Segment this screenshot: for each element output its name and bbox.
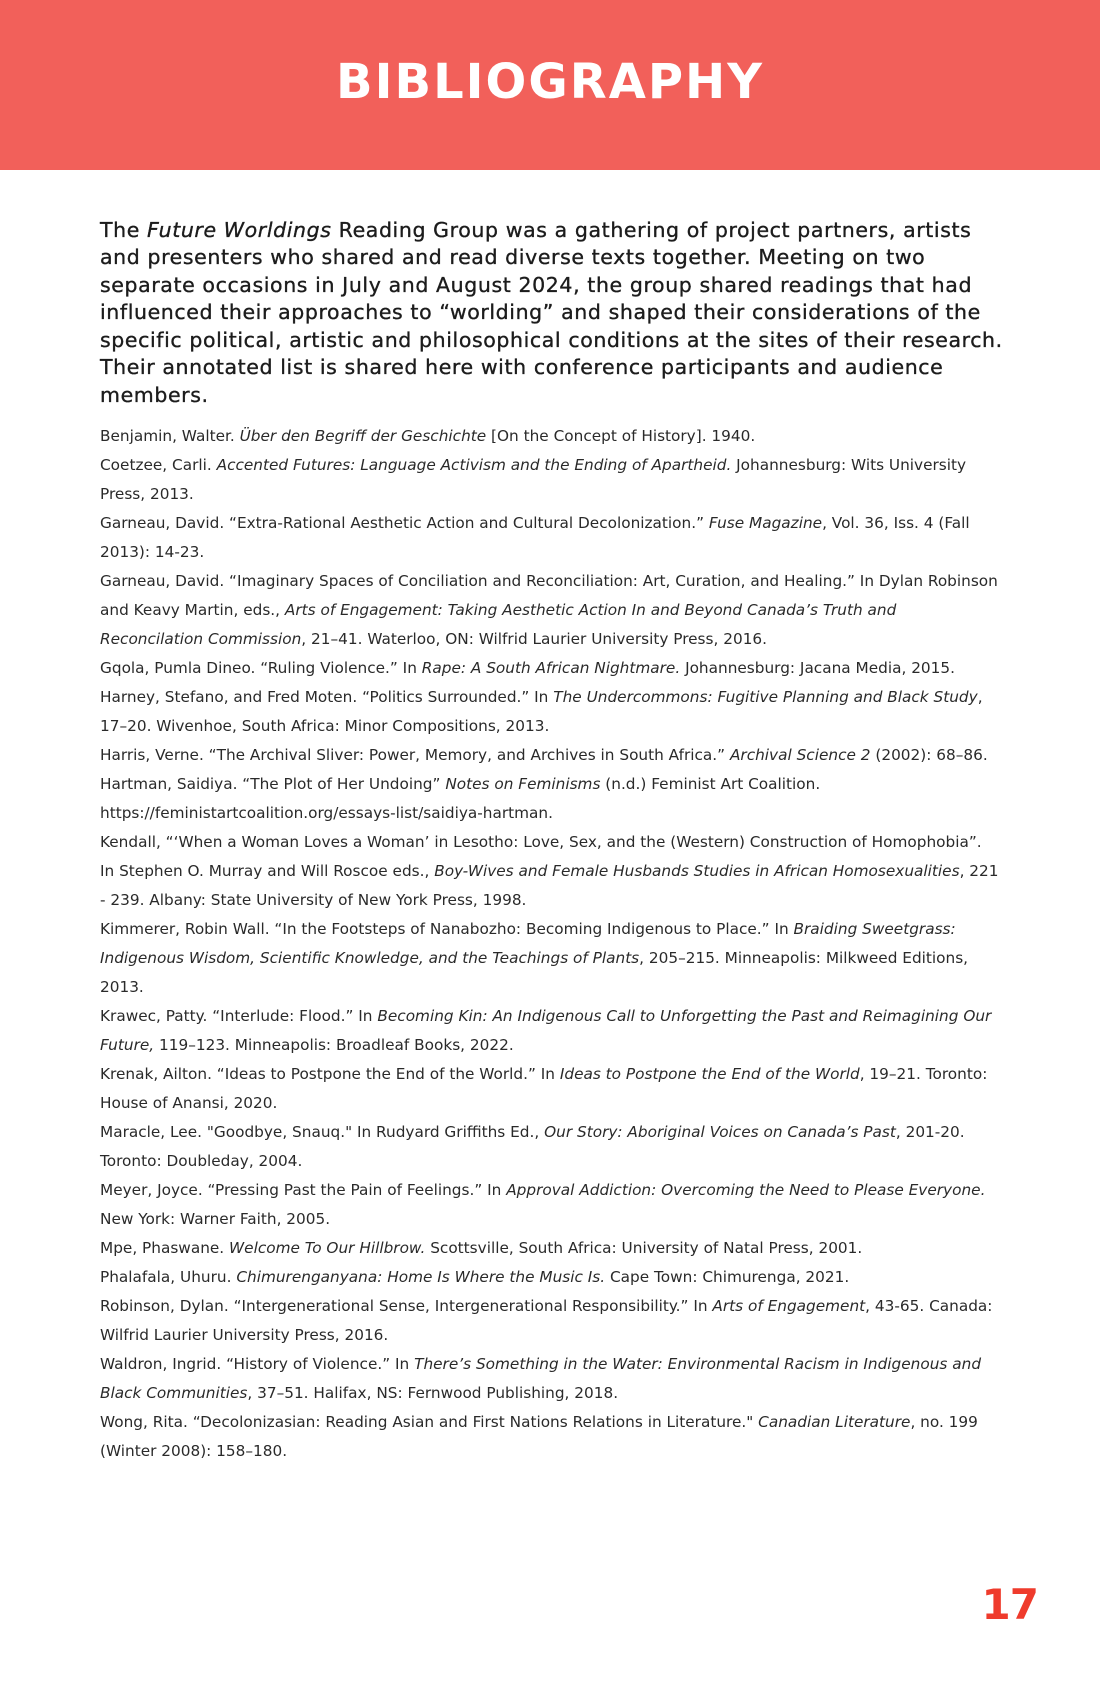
entry-details: (n.d.) Feminist Art Coalition. https://feministartcoalition.org/essays-list/saidiya-hartman.	[100, 775, 821, 822]
entry-title: Über den Begriff der Geschichte	[239, 427, 487, 445]
entry-title: Canadian Literature	[758, 1413, 911, 1431]
bibliography-entry	[100, 422, 1000, 451]
entry-details: , Vol. 36, Iss. 4 (Fall 2013): 14-23.	[100, 514, 970, 561]
entry-author: Kimmerer, Robin Wall. “In the Footsteps of Nanabozho: Becoming Indigenous to Place.” In	[100, 920, 794, 938]
entry-author: Krawec, Patty. “Interlude: Flood.” In	[100, 1007, 378, 1025]
entry-details: , no. 199 (Winter 2008): 158–180.	[100, 1413, 978, 1460]
entry-author: Kendall, “‘When a Woman Loves a Woman’ in Lesotho: Love, Sex, and the (Western) Construction of Homophobia”. In Stephen O. Murray and Will Roscoe eds.,	[100, 833, 982, 880]
bibliography-entry	[100, 509, 1000, 567]
entry-details: Johannesburg: Wits University Press, 2013.	[100, 456, 967, 503]
bibliography-entry	[100, 828, 1000, 915]
entry-details: , 37–51. Halifax, NS: Fernwood Publishing, 2018.	[247, 1384, 619, 1402]
entry-details: Scottsville, South Africa: University of Natal Press, 2001.	[425, 1239, 863, 1257]
entry-author: Garneau, David. “Imaginary Spaces of Conciliation and Reconciliation: Art, Curation, and Healing.” In Dylan Robinson and Keavy Martin, eds.,	[100, 572, 998, 619]
intro-title-italic: Future Worldings	[147, 217, 332, 242]
entry-author: Harris, Verne. “The Archival Sliver: Power, Memory, and Archives in South Africa.”	[100, 746, 730, 764]
page-title: BIBLIOGRAPHY	[336, 54, 764, 110]
entry-title: Arts of Engagement: Taking Aesthetic Action In and Beyond Canada’s Truth and Reconcilation Commission	[100, 601, 897, 648]
bibliography-entry	[100, 1234, 1000, 1263]
entry-details: , 17–20. Wivenhoe, South Africa: Minor Compositions, 2013.	[100, 688, 983, 735]
bibliography-entry	[100, 741, 1000, 770]
intro-paragraph	[100, 217, 1015, 410]
bibliography-list	[100, 422, 1000, 1466]
entry-details: , 43-65. Canada: Wilfrid Laurier University Press, 2016.	[100, 1297, 993, 1344]
entry-author: Hartman, Saidiya. “The Plot of Her Undoing”	[100, 775, 446, 793]
entry-title: Fuse Magazine	[708, 514, 823, 532]
entry-author: Garneau, David. “Extra-Rational Aesthetic Action and Cultural Decolonization.”	[100, 514, 709, 532]
entry-title: Our Story: Aboriginal Voices on Canada’s Past	[544, 1123, 896, 1141]
bibliography-entry	[100, 770, 1000, 828]
bibliography-entry	[100, 1118, 1000, 1176]
entry-details: , 21–41. Waterloo, ON: Wilfrid Laurier University Press, 2016.	[301, 630, 768, 648]
entry-details: Cape Town: Chimurenga, 2021.	[605, 1268, 850, 1286]
entry-author: Benjamin, Walter.	[100, 427, 240, 445]
entry-details: , 19–21. Toronto: House of Anansi, 2020.	[100, 1065, 988, 1112]
bibliography-entry	[100, 683, 1000, 741]
bibliography-entry	[100, 1350, 1000, 1408]
entry-author: Harney, Stefano, and Fred Moten. “Politics Surrounded.” In	[100, 688, 554, 706]
entry-title: The Undercommons: Fugitive Planning and Black Study	[553, 688, 978, 706]
entry-author: Waldron, Ingrid. “History of Violence.” In	[100, 1355, 415, 1373]
entry-details: , 205–215. Minneapolis: Milkweed Editions, 2013.	[100, 949, 969, 996]
entry-details: , 201-20. Toronto: Doubleday, 2004.	[100, 1123, 965, 1170]
entry-author: Mpe, Phaswane.	[100, 1239, 230, 1257]
bibliography-entry	[100, 1408, 1000, 1466]
bibliography-entry	[100, 1263, 1000, 1292]
entry-title: Becoming Kin: An Indigenous Call to Unforgetting the Past and Reimagining Our Future,	[100, 1007, 992, 1054]
entry-title: Braiding Sweetgrass: Indigenous Wisdom, Scientific Knowledge, and the Teachings of Plants	[100, 920, 956, 967]
entry-title: Rape: A South African Nightmare.	[421, 659, 681, 677]
bibliography-entry	[100, 1176, 1000, 1234]
bibliography-entry	[100, 567, 1000, 654]
entry-details: New York: Warner Faith, 2005.	[100, 1210, 331, 1228]
bibliography-entry	[100, 1060, 1000, 1118]
entry-author: Robinson, Dylan. “Intergenerational Sense, Intergenerational Responsibility.” In	[100, 1297, 713, 1315]
entry-title: Ideas to Postpone the End of the World	[559, 1065, 860, 1083]
intro-text-rest: Reading Group was a gathering of project partners, artists and presenters who shared and read diverse texts together. Meeting on two separate occasions in July and August 2024, the group shared readings that had influenced their approaches to “worlding” and shaped their considerations of the specific political, artistic and philosophical conditions at the sites of their research. Their annotated list is shared here with conference participants and audience members.	[100, 217, 1003, 408]
entry-details: (2002): 68–86.	[870, 746, 988, 764]
entry-title: Accented Futures: Language Activism and the Ending of Apartheid.	[216, 456, 732, 474]
entry-details: 119–123. Minneapolis: Broadleaf Books, 2022.	[154, 1036, 514, 1054]
entry-author: Coetzee, Carli.	[100, 456, 217, 474]
bibliography-entry	[100, 654, 1000, 683]
entry-title: Welcome To Our Hillbrow.	[229, 1239, 426, 1257]
entry-title: Notes on Feminisms	[445, 775, 601, 793]
page-number: 17	[981, 1580, 1038, 1629]
header-banner	[0, 0, 1100, 170]
entry-author: Wong, Rita. “Decolonizasian: Reading Asian and First Nations Relations in Literature."	[100, 1413, 759, 1431]
entry-title: Approval Addiction: Overcoming the Need to Please Everyone.	[506, 1181, 986, 1199]
entry-author: Krenak, Ailton. “Ideas to Postpone the End of the World.” In	[100, 1065, 560, 1083]
entry-author: Gqola, Pumla Dineo. “Ruling Violence.” In	[100, 659, 422, 677]
bibliography-entry	[100, 1002, 1000, 1060]
entry-title: Chimurenganyana: Home Is Where the Music Is.	[236, 1268, 606, 1286]
entry-author: Maracle, Lee. "Goodbye, Snauq." In Rudyard Griffiths Ed.,	[100, 1123, 545, 1141]
intro-text-start: The	[100, 217, 148, 242]
entry-details: , 221 - 239. Albany: State University of New York Press, 1998.	[100, 862, 999, 909]
entry-author: Meyer, Joyce. “Pressing Past the Pain of Feelings.” In	[100, 1181, 507, 1199]
bibliography-entry	[100, 451, 1000, 509]
entry-title: Archival Science 2	[729, 746, 871, 764]
entry-details: [On the Concept of History]. 1940.	[486, 427, 756, 445]
bibliography-entry	[100, 1292, 1000, 1350]
entry-details: Johannesburg: Jacana Media, 2015.	[680, 659, 955, 677]
entry-title: Boy-Wives and Female Husbands Studies in African Homosexualities	[434, 862, 960, 880]
entry-author: Phalafala, Uhuru.	[100, 1268, 237, 1286]
entry-title: Arts of Engagement	[712, 1297, 866, 1315]
entry-title: There’s Something in the Water: Environmental Racism in Indigenous and Black Communities	[100, 1355, 982, 1402]
bibliography-entry	[100, 915, 1000, 1002]
